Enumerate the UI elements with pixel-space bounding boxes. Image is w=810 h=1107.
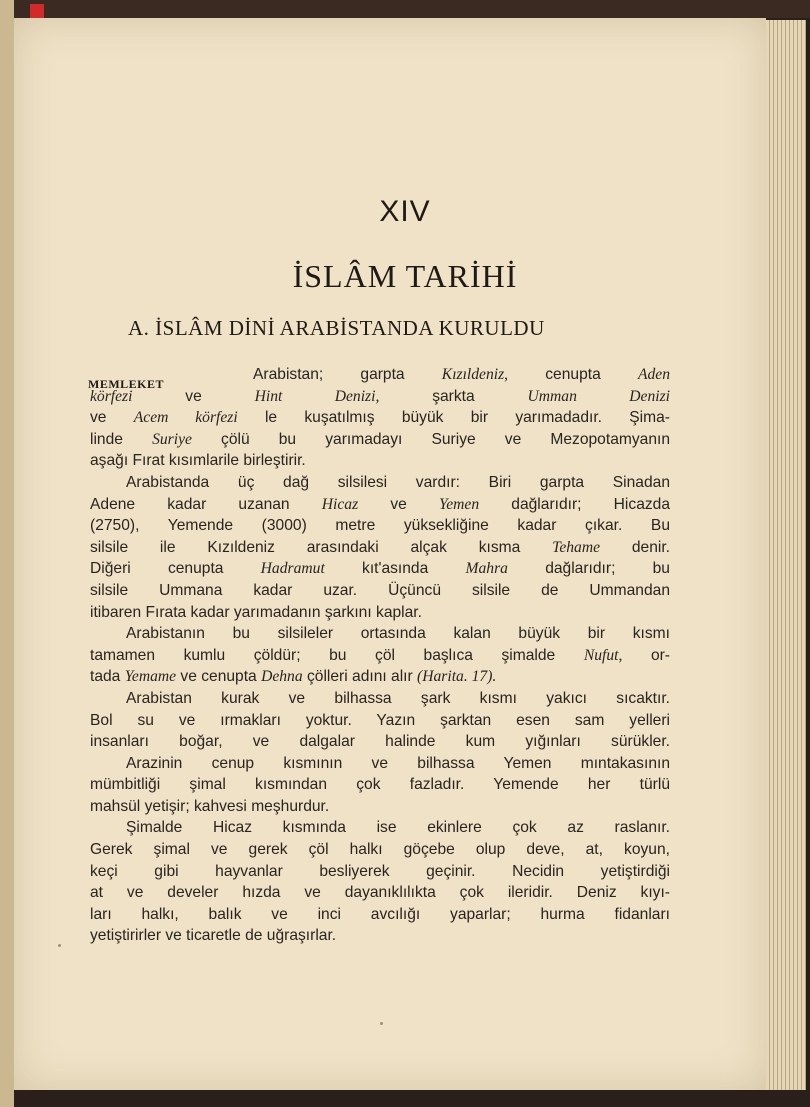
text-line bbox=[90, 925, 670, 947]
text-segment: Tehame bbox=[552, 538, 601, 556]
text-segment: Aden bbox=[637, 366, 670, 383]
text-segment: (Harita. 17). bbox=[417, 668, 497, 686]
page-top-edge bbox=[0, 0, 810, 18]
text-segment: ları halkı, balık ve inci avcılığı yaparlar; hurma fidanları bbox=[90, 905, 670, 923]
text-segment: Arabistan kurak ve bilhassa şark kısmı yakıcı sıcaktır. bbox=[126, 689, 670, 707]
text-line bbox=[90, 710, 670, 732]
text-segment: yetiştirirler ve ticaretle de uğraşırlar. bbox=[90, 927, 337, 945]
text-line bbox=[90, 494, 670, 516]
text-segment: Mahra bbox=[465, 560, 508, 578]
text-segment: Arazinin cenup kısmının ve bilhassa Yemen mıntakasının bbox=[126, 754, 670, 772]
text-line bbox=[90, 580, 670, 602]
text-segment: dağlarıdır; bu bbox=[507, 560, 670, 578]
text-line bbox=[90, 796, 670, 818]
text-segment: insanları boğar, ve dalgalar halinde kum yığınları sürükler. bbox=[90, 733, 670, 751]
text-segment: silsile ile Kızıldeniz arasındaki alçak kısma bbox=[90, 538, 553, 556]
text-line bbox=[90, 472, 670, 494]
text-segment: Diğeri cenupta bbox=[90, 560, 261, 578]
text-segment: at ve develer hızda ve dayanıklılıkta çok ileridir. Deniz kıyı- bbox=[90, 884, 670, 902]
text-segment: körfezi bbox=[90, 387, 133, 405]
text-line bbox=[90, 558, 670, 580]
text-line bbox=[90, 386, 670, 408]
text-segment: Acem körfezi bbox=[133, 409, 238, 427]
text-line bbox=[90, 429, 670, 451]
text-segment: kıt'asında bbox=[324, 560, 466, 578]
text-segment: Suriye bbox=[152, 430, 192, 448]
text-line bbox=[90, 861, 670, 883]
text-segment: Adene kadar uzanan bbox=[90, 495, 322, 513]
text-line bbox=[90, 688, 670, 710]
text-segment: Hicaz bbox=[321, 495, 359, 513]
text-segment: Hint Denizi, bbox=[254, 387, 380, 405]
text-segment: silsile Ummana kadar uzar. Üçüncü silsile de Ummandan bbox=[90, 581, 670, 599]
text-segment: ve bbox=[132, 387, 255, 405]
red-bookmark-mark bbox=[30, 4, 44, 18]
text-segment: çölleri adını alır bbox=[302, 668, 418, 686]
text-line bbox=[90, 450, 670, 472]
text-segment: denir. bbox=[600, 538, 670, 556]
text-segment: linde bbox=[90, 430, 153, 448]
text-segment: aşağı Fırat kısımlarile birleştirir. bbox=[90, 452, 306, 470]
text-segment: (2750), Yemende (3000) metre yüksekliğine kadar çıkar. Bu bbox=[90, 517, 670, 535]
text-segment: Arabistanın bu silsileler ortasında kalan büyük bir kısmı bbox=[126, 625, 670, 643]
text-line bbox=[90, 666, 670, 688]
body-text bbox=[90, 364, 670, 947]
text-segment: Umman Denizi bbox=[527, 387, 670, 405]
text-segment: çölü bu yarımadayı Suriye ve Mezopotamyanın bbox=[191, 430, 671, 448]
text-segment: Kızıldeniz, bbox=[441, 366, 509, 383]
text-segment: cenupta bbox=[508, 366, 638, 383]
text-line bbox=[90, 839, 670, 861]
text-segment: Yemen bbox=[438, 495, 480, 513]
text-segment: mahsül yetişir; kahvesi meşhurdur. bbox=[90, 797, 330, 815]
text-line bbox=[90, 731, 670, 753]
text-segment: or- bbox=[622, 646, 671, 664]
text-segment: Dehna bbox=[261, 668, 303, 686]
text-segment: dağlarıdır; Hicazda bbox=[479, 495, 671, 513]
chapter-title: İSLÂM TARİHİ bbox=[292, 258, 518, 294]
text-line bbox=[90, 537, 670, 559]
page-stack-edge bbox=[766, 20, 806, 1090]
text-segment: le kuşatılmış büyük bir yarımadadır. Şima- bbox=[237, 409, 670, 427]
text-segment: Hadramut bbox=[260, 560, 325, 578]
paper-speck bbox=[58, 944, 61, 947]
text-segment: Bol su ve ırmakları yoktur. Yazın şarktan esen sam yelleri bbox=[90, 711, 670, 729]
text-segment: ve bbox=[358, 495, 439, 513]
text-segment: Arabistanda üç dağ silsilesi vardır: Biri garpta Sinadan bbox=[126, 473, 670, 491]
text-segment: Arabistan; garpta bbox=[253, 366, 442, 383]
text-line bbox=[90, 645, 670, 667]
text-line bbox=[90, 515, 670, 537]
text-segment: Nufut, bbox=[583, 646, 623, 664]
text-segment: şarkta bbox=[379, 387, 528, 405]
section-heading: A. İSLÂM DİNİ ARABİSTANDA KURULDU bbox=[128, 316, 545, 340]
text-line bbox=[90, 753, 670, 775]
text-segment: Gerek şimal ve gerek çöl halkı göçebe olup deve, at, koyun, bbox=[90, 841, 670, 859]
chapter-number: XIV bbox=[379, 195, 431, 228]
text-line bbox=[90, 623, 670, 645]
text-segment: mümbitliği şimal kısmından çok fazladır. Yemende her türlü bbox=[90, 776, 670, 794]
text-segment: itibaren Fırata kadar yarımadanın şarkını kaplar. bbox=[90, 603, 422, 621]
margin-note: MEMLEKET bbox=[88, 377, 165, 391]
text-line bbox=[90, 774, 670, 796]
text-line bbox=[90, 904, 670, 926]
text-line bbox=[90, 817, 670, 839]
text-segment: Yemame bbox=[124, 668, 177, 686]
text-segment: keçi gibi hayvanlar besliyerek geçinir. Necidin yetiştirdiği bbox=[90, 862, 670, 880]
text-segment: ve bbox=[90, 409, 134, 427]
text-segment: ve cenupta bbox=[176, 668, 262, 686]
text-line bbox=[90, 407, 670, 429]
paper-speck bbox=[380, 1022, 383, 1025]
text-line bbox=[90, 882, 670, 904]
text-segment: tamamen kumlu çöldür; bu çöl başlıca şimalde bbox=[90, 646, 584, 664]
text-segment: tada bbox=[90, 668, 125, 686]
book-binding bbox=[0, 0, 14, 1107]
text-segment: Şimalde Hicaz kısmında ise ekinlere çok az raslanır. bbox=[126, 819, 670, 837]
text-line bbox=[90, 364, 670, 386]
text-line bbox=[90, 602, 670, 624]
